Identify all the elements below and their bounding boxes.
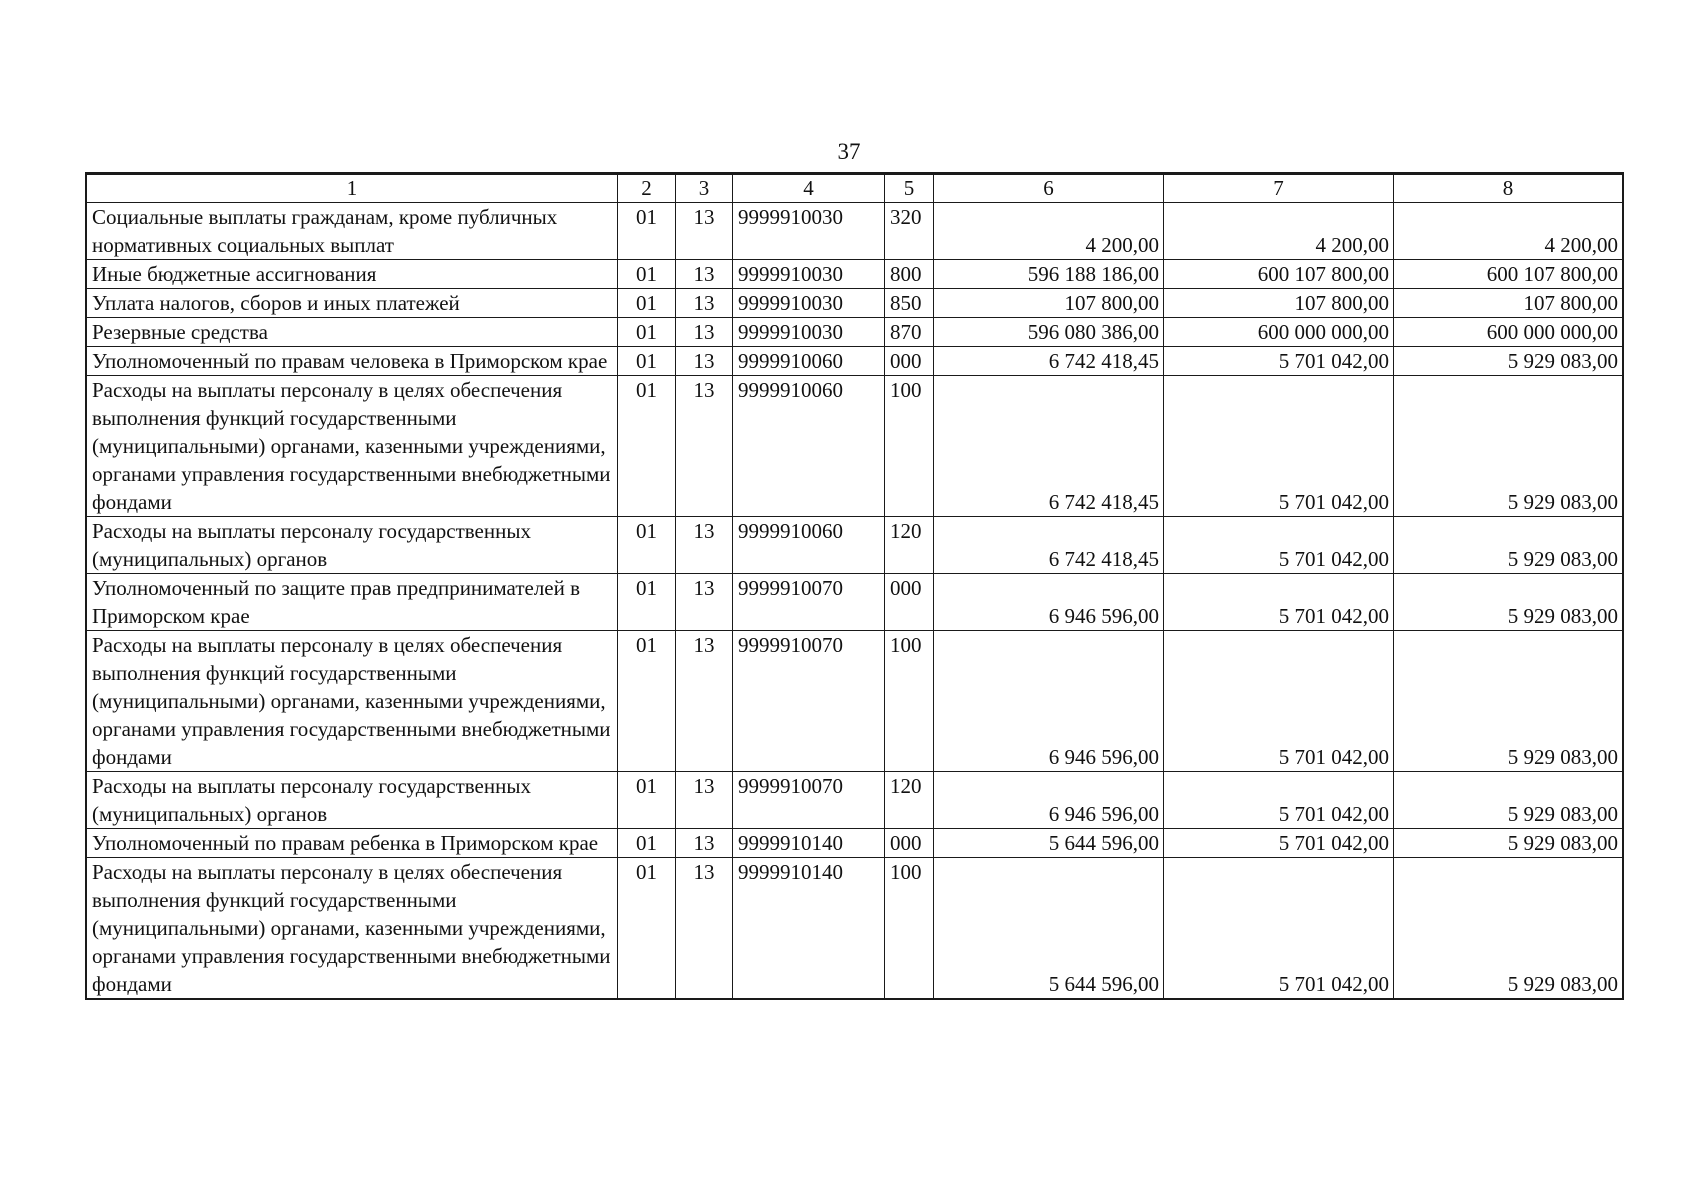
section-code-cell: 01 xyxy=(618,203,676,260)
amount-year3-cell: 5 929 083,00 xyxy=(1394,858,1623,999)
amount-year1-cell: 6 742 418,45 xyxy=(934,517,1164,574)
amount-year1-cell: 6 946 596,00 xyxy=(934,631,1164,772)
header-cell-5: 5 xyxy=(885,174,934,203)
subsection-code-cell: 13 xyxy=(676,203,733,260)
table-row xyxy=(87,631,1623,772)
table-row xyxy=(87,772,1623,829)
table-row xyxy=(87,376,1623,517)
header-cell-8: 8 xyxy=(1394,174,1623,203)
target-article-cell: 9999910140 xyxy=(733,858,885,999)
section-code-cell: 01 xyxy=(618,376,676,517)
row-name-cell: Уполномоченный по правам ребенка в Приморском крае xyxy=(87,829,618,858)
row-name-cell: Резервные средства xyxy=(87,318,618,347)
target-article-cell: 9999910030 xyxy=(733,289,885,318)
subsection-code-cell: 13 xyxy=(676,376,733,517)
expense-type-cell: 850 xyxy=(885,289,934,318)
amount-year3-cell: 5 929 083,00 xyxy=(1394,517,1623,574)
header-cell-3: 3 xyxy=(676,174,733,203)
table-row xyxy=(87,858,1623,999)
target-article-cell: 9999910060 xyxy=(733,376,885,517)
amount-year1-cell: 6 946 596,00 xyxy=(934,574,1164,631)
expense-type-cell: 000 xyxy=(885,347,934,376)
target-article-cell: 9999910030 xyxy=(733,318,885,347)
section-code-cell: 01 xyxy=(618,574,676,631)
row-name-cell: Расходы на выплаты персоналу в целях обеспечения выполнения функций государственными (муниципальными) органами, казенными учреждениями, органами управления государственными внебюджетными фондами xyxy=(87,631,618,772)
section-code-cell: 01 xyxy=(618,631,676,772)
subsection-code-cell: 13 xyxy=(676,772,733,829)
target-article-cell: 9999910060 xyxy=(733,347,885,376)
subsection-code-cell: 13 xyxy=(676,347,733,376)
table-row xyxy=(87,289,1623,318)
section-code-cell: 01 xyxy=(618,347,676,376)
expense-type-cell: 100 xyxy=(885,376,934,517)
subsection-code-cell: 13 xyxy=(676,574,733,631)
target-article-cell: 9999910070 xyxy=(733,574,885,631)
row-name-cell: Уполномоченный по правам человека в Приморском крае xyxy=(87,347,618,376)
expense-type-cell: 120 xyxy=(885,772,934,829)
table-body xyxy=(87,203,1623,999)
amount-year3-cell: 5 929 083,00 xyxy=(1394,574,1623,631)
amount-year3-cell: 600 107 800,00 xyxy=(1394,260,1623,289)
expense-type-cell: 320 xyxy=(885,203,934,260)
row-name-cell: Уполномоченный по защите прав предпринимателей в Приморском крае xyxy=(87,574,618,631)
table-row xyxy=(87,829,1623,858)
amount-year2-cell: 107 800,00 xyxy=(1164,289,1394,318)
amount-year3-cell: 4 200,00 xyxy=(1394,203,1623,260)
expense-type-cell: 000 xyxy=(885,574,934,631)
page-number: 37 xyxy=(837,139,861,164)
subsection-code-cell: 13 xyxy=(676,318,733,347)
amount-year3-cell: 5 929 083,00 xyxy=(1394,772,1623,829)
table-row xyxy=(87,203,1623,260)
target-article-cell: 9999910070 xyxy=(733,631,885,772)
header-cell-4: 4 xyxy=(733,174,885,203)
subsection-code-cell: 13 xyxy=(676,289,733,318)
section-code-cell: 01 xyxy=(618,772,676,829)
amount-year3-cell: 5 929 083,00 xyxy=(1394,376,1623,517)
subsection-code-cell: 13 xyxy=(676,858,733,999)
header-cell-6: 6 xyxy=(934,174,1164,203)
amount-year2-cell: 600 107 800,00 xyxy=(1164,260,1394,289)
amount-year2-cell: 5 701 042,00 xyxy=(1164,347,1394,376)
amount-year1-cell: 5 644 596,00 xyxy=(934,829,1164,858)
amount-year1-cell: 4 200,00 xyxy=(934,203,1164,260)
amount-year3-cell: 600 000 000,00 xyxy=(1394,318,1623,347)
row-name-cell: Социальные выплаты гражданам, кроме публичных нормативных социальных выплат xyxy=(87,203,618,260)
row-name-cell: Расходы на выплаты персоналу в целях обеспечения выполнения функций государственными (муниципальными) органами, казенными учреждениями, органами управления государственными внебюджетными фондами xyxy=(87,376,618,517)
header-row xyxy=(87,174,1623,203)
section-code-cell: 01 xyxy=(618,858,676,999)
amount-year2-cell: 5 701 042,00 xyxy=(1164,517,1394,574)
amount-year2-cell: 5 701 042,00 xyxy=(1164,772,1394,829)
amount-year1-cell: 596 188 186,00 xyxy=(934,260,1164,289)
expense-type-cell: 870 xyxy=(885,318,934,347)
amount-year1-cell: 5 644 596,00 xyxy=(934,858,1164,999)
amount-year1-cell: 596 080 386,00 xyxy=(934,318,1164,347)
row-name-cell: Уплата налогов, сборов и иных платежей xyxy=(87,289,618,318)
target-article-cell: 9999910140 xyxy=(733,829,885,858)
amount-year3-cell: 5 929 083,00 xyxy=(1394,347,1623,376)
section-code-cell: 01 xyxy=(618,260,676,289)
amount-year2-cell: 600 000 000,00 xyxy=(1164,318,1394,347)
amount-year1-cell: 6 946 596,00 xyxy=(934,772,1164,829)
table-row xyxy=(87,574,1623,631)
target-article-cell: 9999910060 xyxy=(733,517,885,574)
amount-year2-cell: 5 701 042,00 xyxy=(1164,631,1394,772)
budget-table xyxy=(86,173,1623,999)
amount-year1-cell: 6 742 418,45 xyxy=(934,347,1164,376)
table-row xyxy=(87,260,1623,289)
section-code-cell: 01 xyxy=(618,289,676,318)
subsection-code-cell: 13 xyxy=(676,829,733,858)
amount-year2-cell: 5 701 042,00 xyxy=(1164,858,1394,999)
expense-type-cell: 800 xyxy=(885,260,934,289)
header-cell-2: 2 xyxy=(618,174,676,203)
section-code-cell: 01 xyxy=(618,318,676,347)
section-code-cell: 01 xyxy=(618,517,676,574)
subsection-code-cell: 13 xyxy=(676,517,733,574)
amount-year1-cell: 6 742 418,45 xyxy=(934,376,1164,517)
table-row xyxy=(87,347,1623,376)
section-code-cell: 01 xyxy=(618,829,676,858)
subsection-code-cell: 13 xyxy=(676,260,733,289)
expense-type-cell: 100 xyxy=(885,631,934,772)
expense-type-cell: 120 xyxy=(885,517,934,574)
amount-year3-cell: 5 929 083,00 xyxy=(1394,631,1623,772)
expense-type-cell: 100 xyxy=(885,858,934,999)
amount-year2-cell: 4 200,00 xyxy=(1164,203,1394,260)
target-article-cell: 9999910030 xyxy=(733,260,885,289)
amount-year3-cell: 5 929 083,00 xyxy=(1394,829,1623,858)
table-row xyxy=(87,318,1623,347)
header-cell-7: 7 xyxy=(1164,174,1394,203)
expense-type-cell: 000 xyxy=(885,829,934,858)
target-article-cell: 9999910030 xyxy=(733,203,885,260)
amount-year2-cell: 5 701 042,00 xyxy=(1164,574,1394,631)
table-row xyxy=(87,517,1623,574)
row-name-cell: Расходы на выплаты персоналу в целях обеспечения выполнения функций государственными (муниципальными) органами, казенными учреждениями, органами управления государственными внебюджетными фондами xyxy=(87,858,618,999)
target-article-cell: 9999910070 xyxy=(733,772,885,829)
row-name-cell: Расходы на выплаты персоналу государственных (муниципальных) органов xyxy=(87,772,618,829)
row-name-cell: Расходы на выплаты персоналу государственных (муниципальных) органов xyxy=(87,517,618,574)
amount-year2-cell: 5 701 042,00 xyxy=(1164,829,1394,858)
header-cell-1: 1 xyxy=(87,174,618,203)
amount-year3-cell: 107 800,00 xyxy=(1394,289,1623,318)
amount-year1-cell: 107 800,00 xyxy=(934,289,1164,318)
amount-year2-cell: 5 701 042,00 xyxy=(1164,376,1394,517)
subsection-code-cell: 13 xyxy=(676,631,733,772)
row-name-cell: Иные бюджетные ассигнования xyxy=(87,260,618,289)
